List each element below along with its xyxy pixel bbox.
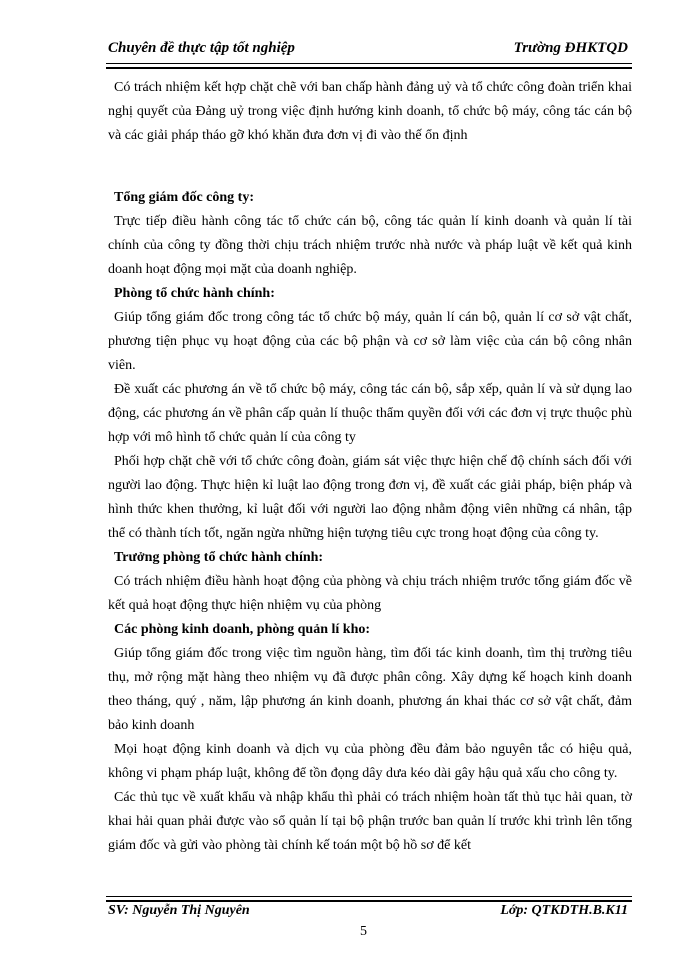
paragraph: Các thủ tục về xuất khẩu và nhập khẩu thì phải có trách nhiệm hoàn tất thủ tục hải quan, tờ khai hải quan phải được vào sổ quản lí tại bộ phận trước ban quản lí trước khi trình lên tổng giám đốc và gửi vào phòng tài chính kế toán một bộ hồ sơ để kết bbox=[108, 790, 632, 853]
paragraph: Giúp tổng giám đốc trong công tác tổ chức bộ máy, quản lí cán bộ, quản lí cơ sở vật chất, phương tiện phục vụ hoạt động của các bộ phận và cơ sở làm việc của cán bộ công nhân viên. bbox=[108, 310, 632, 373]
paragraph: Trực tiếp điều hành công tác tổ chức cán bộ, công tác quản lí kinh doanh và quản lí tài chính của công ty đồng thời chịu trách nhiệm trước nhà nước và pháp luật về kết quả kinh doanh hoạt động mọi mặt của doanh nghiệp. bbox=[108, 214, 632, 277]
spacer bbox=[108, 148, 632, 186]
paragraph: Có trách nhiệm kết hợp chặt chẽ với ban chấp hành đảng uỷ và tổ chức công đoàn triển khai nghị quyết của Đảng uỷ trong việc định hướng kinh doanh, tổ chức bộ máy, công tác cán bộ và các giải pháp tháo gỡ khó khăn đưa đơn vị đi vào thế ổn định bbox=[108, 80, 632, 143]
header-title: Chuyên đề thực tập tốt nghiệp bbox=[108, 40, 295, 56]
header-divider bbox=[106, 63, 632, 69]
student-name: SV: Nguyễn Thị Nguyên bbox=[108, 903, 250, 918]
footer-divider bbox=[106, 896, 632, 902]
paragraph: Mọi hoạt động kinh doanh và dịch vụ của phòng đều đảm bảo nguyên tắc có hiệu quả, không vi phạm pháp luật, không để tồn đọng dây dưa kéo dài gây hậu quả xấu cho công ty. bbox=[108, 742, 632, 781]
section-heading: Phòng tổ chức hành chính: bbox=[114, 286, 275, 301]
section-heading: Các phòng kinh doanh, phòng quản lí kho: bbox=[114, 622, 371, 637]
section-heading: Tổng giám đốc công ty: bbox=[114, 190, 254, 205]
section-heading: Trưởng phòng tổ chức hành chính: bbox=[114, 550, 324, 565]
paragraph: Có trách nhiệm điều hành hoạt động của phòng và chịu trách nhiệm trước tổng giám đốc về kết quả hoạt động thực hiện nhiệm vụ của phòng bbox=[108, 574, 632, 613]
paragraph: Giúp tổng giám đốc trong việc tìm nguồn hàng, tìm đối tác kinh doanh, tìm thị trường tiêu thụ, mở rộng mặt hàng theo nhiệm vụ đã được phân công. Xây dựng kế hoạch kinh doanh theo tháng, quý , năm, lập phương án kinh doanh, phương án khai thác cơ sở vật chất, đảm bảo kinh doanh bbox=[108, 646, 632, 733]
page-footer bbox=[108, 903, 628, 925]
paragraph: Phối hợp chặt chẽ với tổ chức công đoàn, giám sát việc thực hiện chế độ chính sách đối với người lao động. Thực hiện kỉ luật lao động trong đơn vị, đề xuất các giải pháp, biện pháp và hình thức khen thưởng, kỉ luật đối với người lao động nhằm động viên những cá nhân, tập thể có thành tích tốt, ngăn ngừa những hiện tượng tiêu cực trong hoạt động của công ty. bbox=[108, 454, 632, 541]
document-body bbox=[108, 76, 632, 858]
header-school: Trường ĐHKTQD bbox=[513, 40, 628, 56]
paragraph: Đề xuất các phương án về tổ chức bộ máy, công tác cán bộ, sắp xếp, quản lí và sử dụng lao động, các phương án về phân cấp quản lí thuộc thẩm quyền đối với các đơn vị trực thuộc phù hợp với mô hình tổ chức quản lí của công ty bbox=[108, 382, 632, 445]
class-code: Lớp: QTKDTH.B.K11 bbox=[500, 903, 628, 918]
page-number: 5 bbox=[360, 924, 367, 939]
